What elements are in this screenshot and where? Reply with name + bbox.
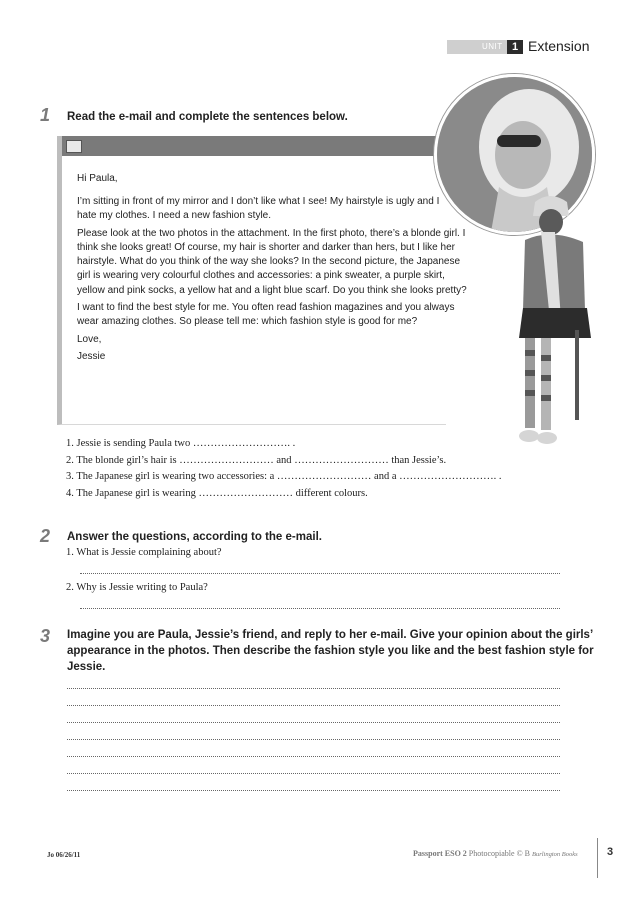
answer-line[interactable] [67, 746, 560, 757]
section-2-question-1: 1. What is Jessie complaining about? [66, 547, 222, 558]
footer-copyright: © B [516, 849, 530, 858]
footer-code: Jo 06/26/11 [47, 851, 81, 859]
answer-line[interactable] [80, 563, 560, 574]
email-paragraph-1: I’m sitting in front of my mirror and I don’t like what I see! My hairstyle is ugly and I hate my clothes. I need a new fashion style. [77, 196, 440, 222]
section-3-instruction: Imagine you are Paula, Jessie’s friend, and reply to her e-mail. Give your opinion about the girls’ appearance in the photos. Then describe the fashion style you like and the best fashion style for Jessie. [67, 629, 594, 673]
answer-line[interactable] [67, 695, 560, 706]
unit-label: UNIT [482, 42, 503, 51]
list-item: 2. The blonde girl’s hair is ……………………… and ……………………… than Jessie’s. [66, 454, 447, 466]
section-3-number: 3 [40, 626, 51, 646]
section-1-items [66, 436, 501, 502]
answer-line[interactable] [67, 712, 560, 723]
blank[interactable]: ……………………… [294, 454, 389, 466]
email-window-button[interactable] [66, 140, 82, 153]
email-paragraph-3: I want to find the best style for me. You often read fashion magazines and you always wear amazing clothes. So please tell me: which fashion style is good for me? [77, 302, 455, 328]
email-greeting: Hi Paula, [77, 173, 118, 184]
footer-publisher: Burlington Books [532, 851, 578, 858]
footer-credit [413, 849, 578, 858]
japanese-girl-photo [505, 190, 605, 455]
section-2-question-2: 2. Why is Jessie writing to Paula? [66, 582, 208, 593]
email-title-bar [62, 136, 457, 156]
answer-line[interactable] [67, 780, 560, 791]
answer-line[interactable] [80, 598, 560, 609]
footer-brand: Passport ESO 2 [413, 849, 467, 858]
blank[interactable]: ………………………. [192, 438, 290, 449]
section-1-instruction: Read the e-mail and complete the sentences below. [67, 111, 348, 123]
answer-line[interactable] [67, 678, 560, 689]
blank[interactable]: ………………………. [399, 471, 497, 482]
section-2-number: 2 [40, 526, 51, 546]
section-2-instruction: Answer the questions, according to the e-mail. [67, 531, 322, 543]
footer-divider [597, 838, 598, 878]
answer-line[interactable] [67, 763, 560, 774]
blank[interactable]: ……………………… [276, 471, 372, 482]
email-signature: Jessie [77, 350, 106, 362]
email-body [77, 172, 472, 367]
blank[interactable]: ……………………… [179, 454, 274, 466]
page-title: Extension [528, 38, 590, 54]
list-item: 1. Jessie is sending Paula two ………………………. . [66, 438, 296, 449]
email-paragraph-2: Please look at the two photos in the attachment. In the first photo, there’s a blonde girl. I think she looks great! Of course, my hair is shorter and darker than hers, but I like her hairstyle. What do you think of the way she looks? In the second picture, the Japanese girl is wearing very colourful clothes and accessories: a pink sweater, a purple skirt, yellow and pink socks, a yellow hat and a light blue scarf. Do you think she looks pretty? [77, 227, 467, 296]
page-number: 3 [607, 846, 614, 858]
answer-line[interactable] [67, 729, 560, 740]
section-1-number: 1 [40, 105, 51, 125]
email-closing: Love, [77, 333, 102, 345]
blank[interactable]: ……………………… [198, 487, 293, 499]
list-item: 3. The Japanese girl is wearing two accessories: a ……………………… and a ………………………. . [66, 471, 502, 482]
footer-photocopiable: Photocopiable [468, 849, 515, 858]
list-item: 4. The Japanese girl is wearing ……………………… different colours. [66, 487, 368, 499]
unit-number: 1 [507, 40, 523, 54]
